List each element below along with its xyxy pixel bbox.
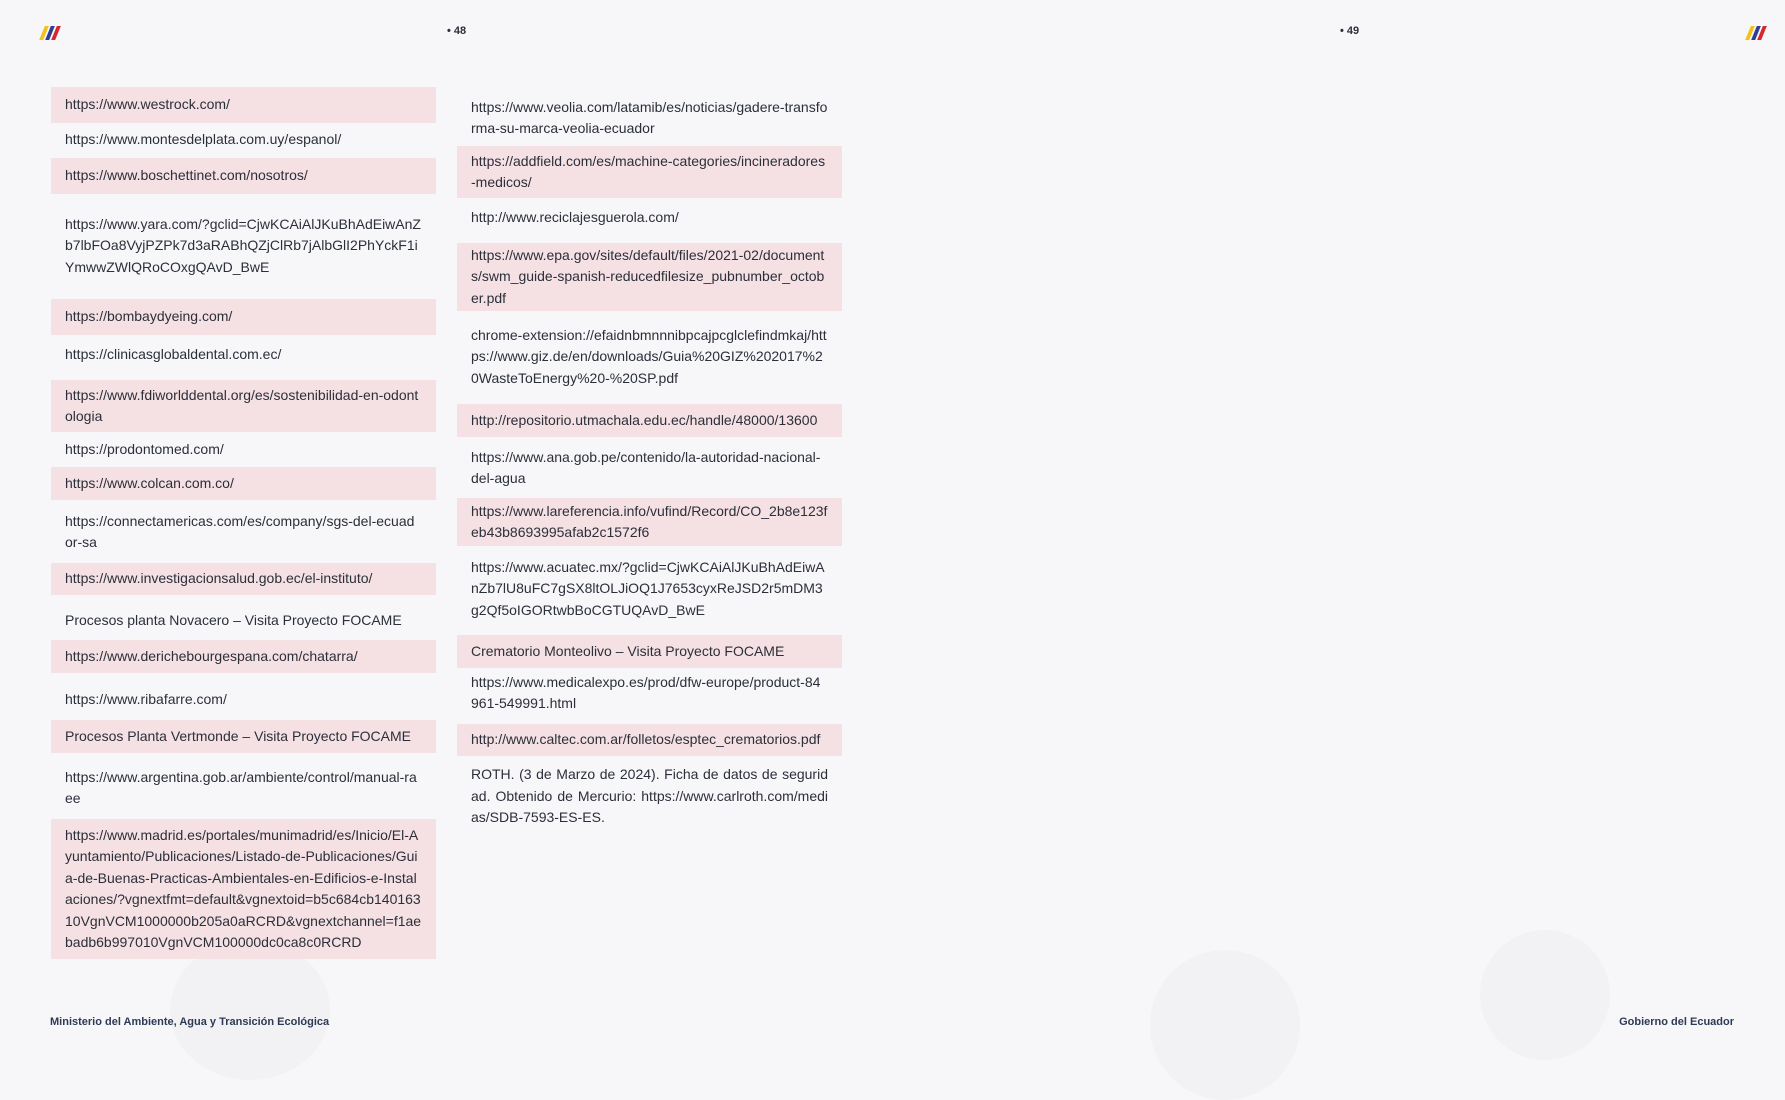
reference-link[interactable]: https://www.investigacionsalud.gob.ec/el-instituto/ xyxy=(65,570,373,587)
reference-link[interactable]: https://www.lareferencia.info/vufind/Record/CO_2b8e123feb43b8693995afab2c1572f6 xyxy=(471,502,828,540)
reference-item xyxy=(51,200,436,292)
reference-item xyxy=(51,158,436,194)
reference-text: Crematorio Monteolivo – Visita Proyecto FOCAME xyxy=(471,642,785,659)
reference-item xyxy=(457,404,842,437)
reference-link[interactable]: https://www.acuatec.mx/?gclid=CjwKCAiAlJKuBhAdEiwAnZb7lU8uFC7gSX8ltOLJiOQ1J7653cyxReJSD2r5mDM3g2Qf5oIGORtwbBoCGTUQAvD_BwE xyxy=(471,558,825,618)
background-decoration xyxy=(1480,930,1610,1060)
reference-link[interactable]: https://www.derichebourgespana.com/chatarra/ xyxy=(65,647,358,664)
reference-link[interactable]: http://www.caltec.com.ar/folletos/esptec_crematorios.pdf xyxy=(471,731,821,748)
reference-link[interactable]: https://www.montesdelplata.com.uy/espanol/ xyxy=(65,131,342,148)
reference-item xyxy=(457,498,842,546)
reference-link[interactable]: https://addfield.com/es/machine-categories/incineradores-medicos/ xyxy=(471,152,826,190)
reference-item xyxy=(457,243,842,311)
reference-item xyxy=(457,555,842,623)
reference-link[interactable]: https://prodontomed.com/ xyxy=(65,441,224,458)
reference-citation: ROTH. (3 de Marzo de 2024). Ficha de datos de seguridad. Obtenido de Mercurio: https://www.carlroth.com/medias/SDB-7593-ES-ES. xyxy=(471,766,828,825)
reference-item xyxy=(457,146,842,198)
reference-link[interactable]: https://www.yara.com/?gclid=CjwKCAiAlJKuBhAdEiwAnZb7lbFOa8VyjPZPk7d3aRABhQZjClRb7jAlbGlI2PhYckF1iYmwwZWlQRoCOxgQAvD_BwE xyxy=(65,215,421,275)
reference-link[interactable]: https://www.veolia.com/latamib/es/noticias/gadere-transforma-su-marca-veolia-ecuador xyxy=(471,98,828,136)
reference-link[interactable]: http://www.reciclajesguerola.com/ xyxy=(471,209,679,226)
reference-item xyxy=(457,762,842,832)
background-decoration xyxy=(170,940,330,1080)
logo-left xyxy=(40,26,60,40)
footer-ministry: Ministerio del Ambiente, Agua y Transición Ecológica xyxy=(50,1016,330,1028)
page-number-right: • 49 xyxy=(1340,25,1360,37)
reference-item xyxy=(51,605,436,637)
reference-item xyxy=(457,94,842,142)
reference-item xyxy=(51,87,436,123)
reference-item xyxy=(51,124,436,156)
reference-link[interactable]: https://www.colcan.com.co/ xyxy=(65,474,234,491)
reference-item xyxy=(51,563,436,595)
reference-item xyxy=(51,720,436,753)
reference-item xyxy=(51,508,436,556)
reference-item xyxy=(457,444,842,492)
reference-item xyxy=(457,669,842,717)
reference-link[interactable]: https://www.argentina.gob.ar/ambiente/control/manual-raee xyxy=(65,768,417,806)
reference-item xyxy=(51,764,436,812)
reference-item xyxy=(51,684,436,716)
reference-item xyxy=(457,323,842,391)
reference-link[interactable]: https://www.boschettinet.com/nosotros/ xyxy=(65,167,308,184)
reference-link[interactable]: chrome-extension://efaidnbmnnnibpcajpcglclefindmkaj/https://www.giz.de/en/downloads/Guia%20GIZ%202017%20WasteToEnergy%20-%20SP.pdf xyxy=(471,326,827,386)
reference-link[interactable]: https://www.westrock.com/ xyxy=(65,96,230,113)
reference-item xyxy=(51,434,436,466)
reference-link[interactable]: https://www.fdiworlddental.org/es/sostenibilidad-en-odontologia xyxy=(65,386,419,424)
reference-text: Procesos Planta Vertmonde – Visita Proyecto FOCAME xyxy=(65,727,412,744)
reference-text: Procesos planta Novacero – Visita Proyecto FOCAME xyxy=(65,612,402,629)
footer-government: Gobierno del Ecuador xyxy=(1619,1016,1734,1028)
reference-item xyxy=(51,467,436,500)
reference-link[interactable]: http://repositorio.utmachala.edu.ec/handle/48000/13600 xyxy=(471,411,818,428)
reference-link[interactable]: https://www.epa.gov/sites/default/files/2021-02/documents/swm_guide-spanish-reducedfilesize_pubnumber_october.pdf xyxy=(471,246,825,306)
background-decoration xyxy=(1150,950,1300,1100)
reference-link[interactable]: https://www.ribafarre.com/ xyxy=(65,691,227,708)
reference-item xyxy=(457,202,842,234)
reference-item xyxy=(51,299,436,335)
reference-link[interactable]: https://clinicasglobaldental.com.ec/ xyxy=(65,346,282,363)
reference-link[interactable]: https://bombaydyeing.com/ xyxy=(65,308,233,325)
reference-item xyxy=(457,724,842,756)
logo-right xyxy=(1746,26,1766,40)
reference-link[interactable]: https://connectamericas.com/es/company/sgs-del-ecuador-sa xyxy=(65,512,415,550)
page-number-left: • 48 xyxy=(447,25,467,37)
reference-item xyxy=(51,640,436,673)
reference-item xyxy=(51,339,436,371)
reference-item xyxy=(51,380,436,432)
reference-link[interactable]: https://www.ana.gob.pe/contenido/la-autoridad-nacional-del-agua xyxy=(471,448,821,486)
reference-item xyxy=(457,635,842,668)
reference-link[interactable]: https://www.madrid.es/portales/munimadrid/es/Inicio/El-Ayuntamiento/Publicaciones/Listado-de-Publicaciones/Guia-de-Buenas-Practicas-Ambientales-en-Edificios-e-Instalaciones/?vgnextfmt=default&vgnextoid=b5c684cb14016310VgnVCM1000000b205a0aRCRD&vgnextchannel=f1aebadb6b997010VgnVCM100000dc0ca8c0RCRD xyxy=(65,826,422,950)
reference-item xyxy=(51,819,436,959)
reference-link[interactable]: https://www.medicalexpo.es/prod/dfw-europe/product-84961-549991.html xyxy=(471,673,821,711)
